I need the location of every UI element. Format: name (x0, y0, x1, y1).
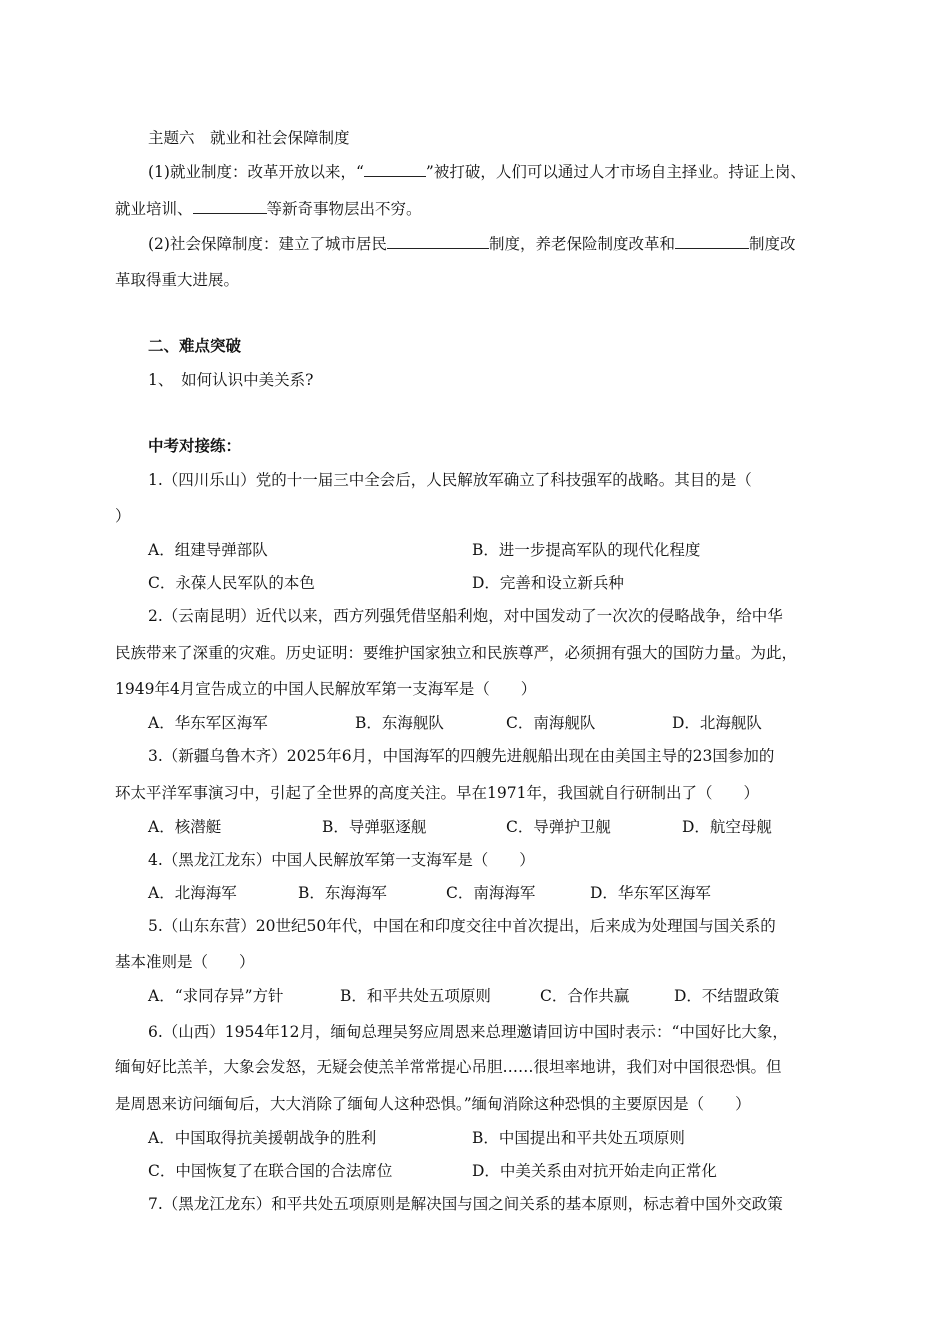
q4-option-d: D．华东军区海军 (590, 884, 711, 902)
q2-option-c: C．南海舰队 (506, 714, 596, 732)
q2-stem-line3: 1949年4月宣告成立的中国人民解放军第一支海军是（ ） (115, 680, 537, 698)
q1-option-b: B．进一步提高军队的现代化程度 (472, 541, 701, 559)
q5-option-c: C．合作共赢 (540, 987, 630, 1005)
q6-stem-line2: 缅甸好比羔羊，大象会发怒，无疑会使羔羊常常提心吊胆……很坦率地讲，我们对中国很恐惧。但 (115, 1058, 782, 1076)
q6-stem-line3: 是周恩来访问缅甸后，大大消除了缅甸人这种恐惧。”缅甸消除这种恐惧的主要原因是（ ） (115, 1095, 751, 1113)
q5-stem-line2: 基本准则是（ ） (115, 953, 255, 971)
section6-paragraph2-line1 (148, 234, 796, 254)
q4-option-b: B．东海海军 (298, 884, 387, 902)
q3-option-d: D．航空母舰 (682, 818, 772, 836)
q2-option-d: D．北海舰队 (672, 714, 762, 732)
blank-2 (193, 199, 267, 214)
p2-text-b: 制度，养老保险制度改革和 (488, 235, 675, 253)
q7-stem-line1: 7.（黑龙江龙东）和平共处五项原则是解决国与国之间关系的基本原则，标志着中国外交政策 (148, 1195, 783, 1213)
q6-option-a: A．中国取得抗美援朝战争的胜利 (148, 1129, 377, 1147)
q5-option-a: A．“求同存异”方针 (148, 987, 284, 1005)
q6-option-b: B．中国提出和平共处五项原则 (472, 1129, 685, 1147)
q1-option-d: D．完善和设立新兵种 (472, 574, 624, 592)
q6-option-c: C．中国恢复了在联合国的合法席位 (148, 1162, 393, 1180)
p1-text-a: (1)就业制度：改革开放以来，“ (148, 163, 364, 181)
difficulty-question-1: 1、 如何认识中美关系? (148, 371, 314, 389)
q6-stem-line1: 6.（山西）1954年12月，缅甸总理吴努应周恩来总理邀请回访中国时表示：“中国好比大象， (148, 1023, 788, 1041)
p2-text-c: 制度改 (748, 235, 796, 253)
q1-stem-line1: 1.（四川乐山）党的十一届三中全会后，人民解放军确立了科技强军的战略。其目的是（ (148, 471, 752, 489)
blank-3 (387, 234, 489, 249)
p1-text-c: 就业培训、 (115, 200, 193, 218)
q4-stem-line1: 4.（黑龙江龙东）中国人民解放军第一支海军是（ ） (148, 851, 535, 869)
q1-option-a: A．组建导弹部队 (148, 541, 268, 559)
section6-paragraph2-line2: 革取得重大进展。 (115, 271, 240, 289)
q1-stem-line2: ） (115, 507, 131, 525)
q3-stem-line2: 环太平洋军事演习中，引起了全世界的高度关注。早在1971年，我国就自行研制出了（ ） (115, 784, 759, 802)
q3-option-c: C．导弹护卫舰 (506, 818, 611, 836)
section6-paragraph1-line2 (115, 199, 422, 219)
exam-heading: 中考对接练： (148, 437, 242, 455)
q2-option-b: B．东海舰队 (355, 714, 444, 732)
p1-text-d: 等新奇事物层出不穷。 (266, 200, 422, 218)
q4-option-a: A．北海海军 (148, 884, 237, 902)
q4-option-c: C．南海海军 (446, 884, 536, 902)
q5-option-d: D．不结盟政策 (674, 987, 780, 1005)
section6-paragraph1-line1 (148, 162, 806, 182)
q6-option-d: D．中美关系由对抗开始走向正常化 (472, 1162, 717, 1180)
q3-stem-line1: 3.（新疆乌鲁木齐）2025年6月，中国海军的四艘先进舰船出现在由美国主导的23国参加的 (148, 747, 775, 765)
p1-text-b: ”被打破，人们可以通过人才市场自主择业。持证上岗、 (425, 163, 806, 181)
difficulty-heading: 二、难点突破 (148, 337, 242, 355)
q2-option-a: A．华东军区海军 (148, 714, 268, 732)
q2-stem-line1: 2.（云南昆明）近代以来，西方列强凭借坚船利炮，对中国发动了一次次的侵略战争，给中华 (148, 607, 783, 625)
q3-option-a: A．核潜艇 (148, 818, 222, 836)
blank-1 (364, 162, 426, 177)
blank-4 (675, 234, 749, 249)
section6-title: 主题六 就业和社会保障制度 (148, 129, 350, 147)
q5-stem-line1: 5.（山东东营）20世纪50年代，中国在和印度交往中首次提出，后来成为处理国与国关系的 (148, 917, 776, 935)
q1-option-c: C．永葆人民军队的本色 (148, 574, 315, 592)
q2-stem-line2: 民族带来了深重的灾难。历史证明：要维护国家独立和民族尊严，必须拥有强大的国防力量。为此， (115, 644, 798, 662)
q5-option-b: B．和平共处五项原则 (340, 987, 491, 1005)
p2-text-a: (2)社会保障制度：建立了城市居民 (148, 235, 387, 253)
q3-option-b: B．导弹驱逐舰 (322, 818, 427, 836)
